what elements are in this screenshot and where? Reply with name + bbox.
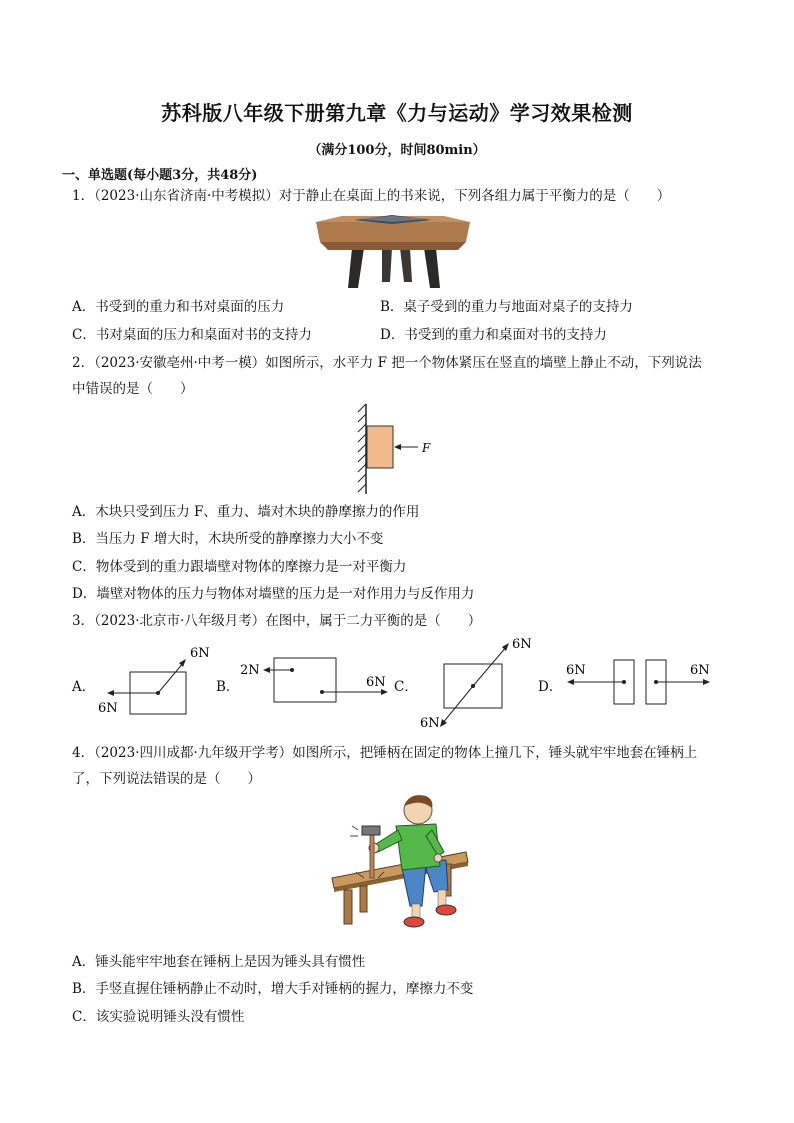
block-on-wall-figure bbox=[356, 402, 440, 496]
force-f-label: F bbox=[422, 441, 431, 455]
q1-option-a[interactable]: A．书受到的重力和书对桌面的压力 bbox=[72, 299, 285, 315]
q3-option-d-letter[interactable]: D． bbox=[538, 679, 563, 695]
q1-option-d[interactable]: D．书受到的重力和桌面对书的支持力 bbox=[380, 327, 607, 343]
q2-option-d[interactable]: D．墙壁对物体的压力与物体对墙壁的压力是一对作用力与反作用力 bbox=[72, 586, 475, 602]
q3-option-a-figure bbox=[96, 638, 220, 722]
q1-option-c[interactable]: C．书对桌面的压力和桌面对书的支持力 bbox=[72, 327, 312, 343]
q3-option-c-figure bbox=[416, 632, 536, 732]
page-subtitle: （满分100分，时间80min） bbox=[308, 143, 486, 158]
q3-option-b-letter[interactable]: B． bbox=[216, 679, 240, 695]
q3-option-a-letter[interactable]: A． bbox=[72, 679, 96, 695]
q2-option-c[interactable]: C．物体受到的重力跟墙壁对物体的摩擦力是一对平衡力 bbox=[72, 559, 407, 575]
hammer-boy-illustration bbox=[326, 790, 472, 936]
question-3-stem: 3．（2023·北京市·八年级月考）在图中，属于二力平衡的是（ ） bbox=[72, 613, 482, 629]
question-1-stem: 1．（2023·山东省济南·中考模拟）对于静止在桌面上的书来说，下列各组力属于平衡力的是（ ） bbox=[72, 188, 671, 204]
q4-option-c[interactable]: C．该实验说明锤头没有惯性 bbox=[72, 1009, 245, 1025]
q4-option-b[interactable]: B．手竖直握住锤柄静止不动时，增大手对锤柄的握力，摩擦力不变 bbox=[72, 981, 474, 997]
q2-option-a[interactable]: A．木块只受到压力 F、重力、墙对木块的静摩擦力的作用 bbox=[72, 504, 420, 520]
q1-option-b[interactable]: B．桌子受到的重力与地面对桌子的支持力 bbox=[380, 299, 633, 315]
q4-option-a[interactable]: A．锤头能牢牢地套在锤柄上是因为锤头具有惯性 bbox=[72, 954, 366, 970]
q2-option-b[interactable]: B．当压力 F 增大时，木块所受的静摩擦力大小不变 bbox=[72, 531, 384, 547]
page-title: 苏科版八年级下册第九章《力与运动》学习效果检测 bbox=[161, 101, 633, 125]
q3-b-left-label: 2N bbox=[240, 663, 260, 678]
question-4-stem-line2: 了，下列说法错误的是（ ） bbox=[72, 771, 261, 787]
q3-option-d-figure bbox=[560, 656, 720, 708]
q3-a-left-label: 6N bbox=[98, 701, 118, 716]
q3-d-right-label: 6N bbox=[690, 663, 710, 678]
book-on-table-image bbox=[312, 212, 474, 288]
q3-b-right-label: 6N bbox=[366, 675, 386, 690]
question-2-stem-line1: 2．（2023·安徽亳州·中考一模）如图所示，水平力 F 把一个物体紧压在竖直的墙壁上静止不动，下列说法 bbox=[72, 355, 702, 371]
question-2-stem-line2: 中错误的是（ ） bbox=[72, 381, 194, 397]
q3-d-left-label: 6N bbox=[566, 663, 586, 678]
q3-c-up-label: 6N bbox=[512, 637, 532, 652]
q3-a-up-label: 6N bbox=[190, 646, 210, 661]
section-title: 一、单选题(每小题3分，共48分) bbox=[62, 168, 258, 183]
q3-option-c-letter[interactable]: C． bbox=[394, 679, 418, 695]
question-4-stem-line1: 4．（2023·四川成都·九年级开学考）如图所示，把锤柄在固定的物体上撞几下，锤头就牢牢地套在锤柄上 bbox=[72, 745, 698, 761]
q3-c-down-label: 6N bbox=[420, 716, 440, 731]
q3-option-b-figure bbox=[238, 650, 398, 710]
